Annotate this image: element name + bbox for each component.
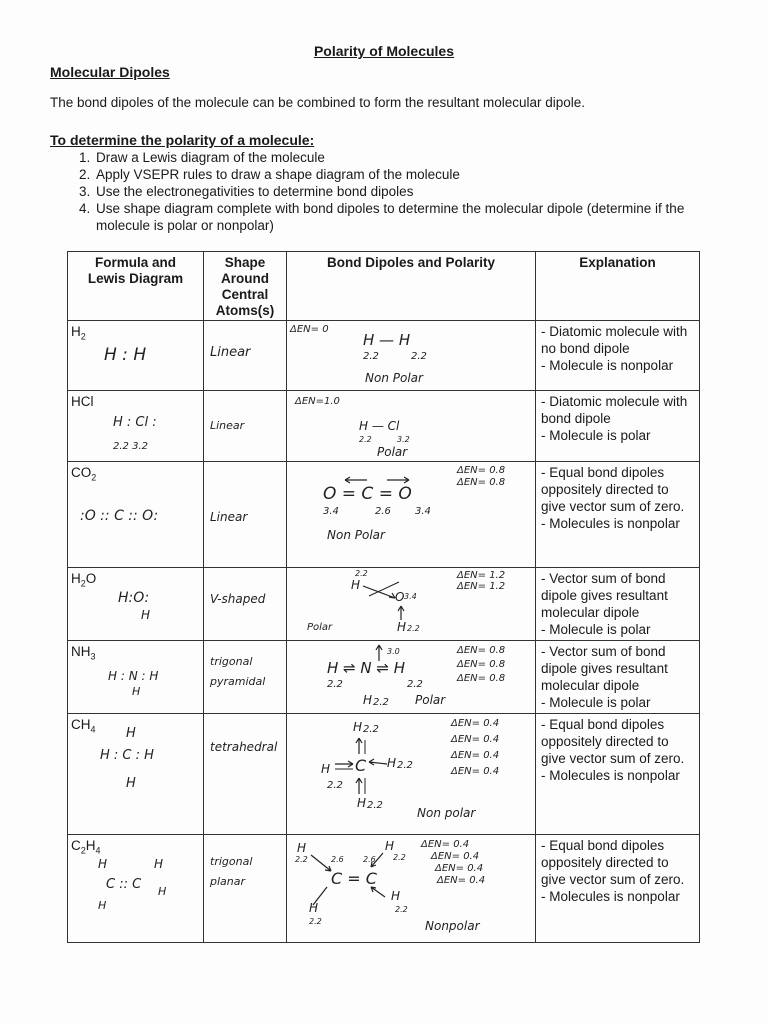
lewis-diagram: H:O:	[118, 590, 150, 606]
delta-en: ΔEN= 0.8	[457, 477, 506, 488]
explanation-line: - Molecule is polar	[541, 428, 651, 443]
lewis-diagram: C :: C	[106, 877, 142, 892]
table-header-row	[68, 252, 700, 321]
header-dipoles: Bond Dipoles and Polarity	[287, 252, 536, 321]
lewis-diagram-h: H	[132, 685, 141, 698]
formula-cell	[68, 714, 204, 835]
en-value: 2.6	[331, 855, 344, 864]
formula-cell	[68, 391, 204, 462]
delta-en: ΔEN= 0.8	[457, 659, 506, 670]
formula: $C_2H_4$	[71, 838, 101, 856]
header-formula-line1: Formula and	[94, 255, 176, 270]
bond-lines-svg	[287, 835, 536, 943]
shape-text: trigonal	[210, 855, 253, 868]
atom-h: H	[98, 899, 107, 912]
polarity-label: Polar	[307, 622, 333, 633]
shape-cell	[204, 835, 287, 943]
explanation-cell	[536, 321, 700, 391]
table-row	[68, 641, 700, 714]
delta-en: ΔEN= 0.8	[457, 645, 506, 656]
en-value: 3.0	[387, 647, 400, 656]
atom-h: H	[309, 901, 319, 915]
bond-drawing: C = C	[331, 869, 377, 888]
delta-en: ΔEN= 0.4	[421, 839, 470, 850]
shape-cell	[204, 568, 287, 641]
delta-en: ΔEN= 1.2	[457, 581, 506, 592]
dipole-cell	[287, 835, 536, 943]
shape-text: Linear	[210, 419, 245, 432]
header-shape	[204, 252, 287, 321]
header-shape-line3: Central	[221, 287, 269, 302]
en-value: 2.2	[373, 697, 389, 708]
polarity-label: Non Polar	[327, 528, 385, 542]
en-value: 2.6	[375, 506, 391, 517]
explanation-cell	[536, 391, 700, 462]
lewis-diagram: H : H	[104, 345, 147, 365]
delta-en: ΔEN= 0.4	[451, 734, 500, 745]
polarity-label: Non polar	[417, 806, 476, 820]
atom-h: H	[98, 857, 108, 871]
lewis-diagram: H : Cl :	[113, 415, 157, 430]
atom-c: C	[355, 756, 367, 775]
shape-cell	[204, 391, 287, 462]
en-value: 3.4	[323, 506, 339, 517]
en-value: 3.4	[415, 506, 431, 517]
polarity-label: Polar	[415, 693, 446, 707]
lewis-diagram-h: H	[126, 726, 136, 741]
en-value: 3.4	[404, 592, 417, 601]
formula: $H_2$	[71, 324, 86, 342]
shape-text: trigonal	[210, 655, 253, 668]
explanation-line: - Molecules is nonpolar	[541, 889, 680, 904]
explanation-cell	[536, 568, 700, 641]
bond-drawing: H — H	[363, 331, 411, 349]
formula: $CH_4$	[71, 717, 96, 735]
table-row	[68, 321, 700, 391]
header-formula-line2: Lewis Diagram	[87, 271, 184, 286]
formula-cell	[68, 641, 204, 714]
atom-o: O	[395, 590, 405, 604]
dipole-cell	[287, 321, 536, 391]
bond-drawing: O = C = O	[323, 484, 412, 504]
page-title: Polarity of Molecules	[313, 43, 455, 59]
atom-h: H	[297, 841, 307, 855]
en-value: 2.2	[327, 780, 343, 791]
explanation-line: - Molecule is polar	[541, 695, 651, 710]
en-value: 2.2	[367, 800, 383, 811]
polarity-label: Polar	[377, 445, 408, 459]
table-row	[68, 568, 700, 641]
section-heading-determine-polarity: To determine the polarity of a molecule:	[50, 132, 315, 148]
explanation-line: - Equal bond dipoles oppositely directed to give vector sum of zero.	[541, 465, 685, 514]
atom-h: H	[391, 889, 401, 903]
explanation-line: - Vector sum of bond dipole gives resultant molecular dipole	[541, 644, 668, 693]
shape-cell	[204, 462, 287, 568]
en-value: 2.2	[393, 853, 406, 862]
shape-cell	[204, 714, 287, 835]
atom-h: H	[158, 885, 167, 898]
en-value: 2.2	[363, 724, 379, 735]
header-shape-line1: Shape	[224, 255, 266, 270]
explanation-line: - Diatomic molecule with no bond dipole	[541, 324, 688, 356]
en-value: 2.2	[395, 905, 408, 914]
dipole-cell	[287, 641, 536, 714]
bond-drawing: H — Cl	[359, 419, 400, 433]
explanation-line: - Equal bond dipoles oppositely directed to give vector sum of zero.	[541, 838, 685, 887]
shape-text: Linear	[210, 510, 248, 524]
atom-h: H	[385, 839, 395, 853]
atom-h: H	[353, 720, 363, 734]
atom-h: H	[321, 762, 331, 776]
step-item: 4. Use shape diagram complete with bond dipoles to determine the molecular dipole (determine if the molecule is polar or nonpolar)	[94, 200, 734, 234]
explanation-line: - Molecules is nonpolar	[541, 516, 680, 531]
step-item: 2. Apply VSEPR rules to draw a shape diagram of the molecule	[94, 166, 734, 183]
en-value: 3.2	[397, 435, 410, 444]
delta-en: ΔEN= 1.2	[457, 570, 506, 581]
dipole-arrows-svg	[287, 641, 536, 711]
formula-cell	[68, 321, 204, 391]
shape-text: pyramidal	[210, 675, 266, 688]
shape-text: V-shaped	[210, 592, 266, 606]
delta-en: ΔEN= 0.4	[451, 750, 500, 761]
header-shape-line2: Around	[221, 271, 269, 286]
en-value: 2.2	[355, 569, 368, 578]
polarity-label: Nonpolar	[425, 919, 480, 933]
explanation-line: - Vector sum of bond dipole gives resultant molecular dipole	[541, 571, 668, 620]
table-row	[68, 714, 700, 835]
dipole-cell	[287, 568, 536, 641]
dipole-cell	[287, 462, 536, 568]
en-value: 2.2	[295, 855, 308, 864]
lewis-diagram: H : N : H	[108, 669, 159, 683]
explanation-cell	[536, 835, 700, 943]
intro-text: The bond dipoles of the molecule can be combined to form the resultant molecular dipole.	[50, 95, 586, 110]
step-item: 1. Draw a Lewis diagram of the molecule	[94, 149, 734, 166]
lewis-en: 2.2 3.2	[113, 441, 148, 452]
table-row	[68, 835, 700, 943]
delta-en: ΔEN= 0.8	[457, 673, 506, 684]
formula: $CO_2$	[71, 465, 97, 483]
lewis-diagram-h: H	[126, 776, 136, 791]
formula: $NH_3$	[71, 644, 96, 662]
shape-cell	[204, 321, 287, 391]
formula-cell	[68, 568, 204, 641]
en-value: 2.6	[363, 855, 376, 864]
header-explanation: Explanation	[536, 252, 700, 321]
delta-en: ΔEN=1.0	[295, 396, 340, 407]
en-value: 2.2	[407, 624, 420, 633]
atom-h: H	[357, 796, 367, 810]
shape-text: planar	[210, 875, 246, 888]
table-row	[68, 391, 700, 462]
explanation-line: - Diatomic molecule with bond dipole	[541, 394, 688, 426]
en-value: 2.2	[327, 679, 343, 690]
en-value: 2.2	[407, 679, 423, 690]
polarity-label: Non Polar	[365, 371, 423, 385]
explanation-line: - Equal bond dipoles oppositely directed to give vector sum of zero.	[541, 717, 685, 766]
section-heading-molecular-dipoles: Molecular Dipoles	[50, 64, 170, 80]
lewis-diagram-h: H	[141, 608, 151, 622]
en-value: 2.2	[397, 760, 413, 771]
dipole-cell	[287, 714, 536, 835]
en-value: 2.2	[363, 351, 379, 362]
en-value: 2.2	[411, 351, 427, 362]
table-row	[68, 462, 700, 568]
formula: HCl	[71, 394, 94, 409]
delta-en: ΔEN= 0.4	[431, 851, 480, 862]
explanation-cell	[536, 714, 700, 835]
formula-cell	[68, 462, 204, 568]
header-shape-line4: Atoms(s)	[215, 303, 275, 318]
bond-drawing: H ⇌ N ⇌ H	[327, 659, 405, 677]
delta-en: ΔEN= 0.4	[451, 718, 500, 729]
delta-en: ΔEN= 0.4	[437, 875, 486, 886]
explanation-cell	[536, 462, 700, 568]
explanation-cell	[536, 641, 700, 714]
atom-h: H	[397, 620, 407, 634]
shape-text: tetrahedral	[210, 740, 278, 754]
explanation-line: - Molecule is polar	[541, 622, 651, 637]
delta-en: ΔEN= 0	[290, 324, 329, 335]
shape-text: Linear	[210, 345, 251, 360]
step-item: 3. Use the electronegativities to determine bond dipoles	[94, 183, 734, 200]
explanation-line: - Molecule is nonpolar	[541, 358, 674, 373]
en-value: 2.2	[359, 435, 372, 444]
explanation-line: - Molecules is nonpolar	[541, 768, 680, 783]
delta-en: ΔEN= 0.4	[451, 766, 500, 777]
atom-h: H	[387, 756, 397, 770]
en-value: 2.2	[309, 917, 322, 926]
delta-en: ΔEN= 0.4	[435, 863, 484, 874]
delta-en: ΔEN= 0.8	[457, 465, 506, 476]
lewis-diagram: H : C : H	[100, 748, 154, 763]
atom-h: H	[154, 857, 164, 871]
polarity-table	[67, 251, 700, 943]
formula: $H_2O$	[71, 571, 97, 589]
atom-h: H	[363, 693, 373, 707]
header-formula	[68, 252, 204, 321]
lewis-diagram: :O :: C :: O:	[80, 508, 159, 524]
shape-cell	[204, 641, 287, 714]
atom-h: H	[351, 578, 361, 592]
dipole-cell	[287, 391, 536, 462]
formula-cell	[68, 835, 204, 943]
steps-list	[70, 149, 734, 234]
